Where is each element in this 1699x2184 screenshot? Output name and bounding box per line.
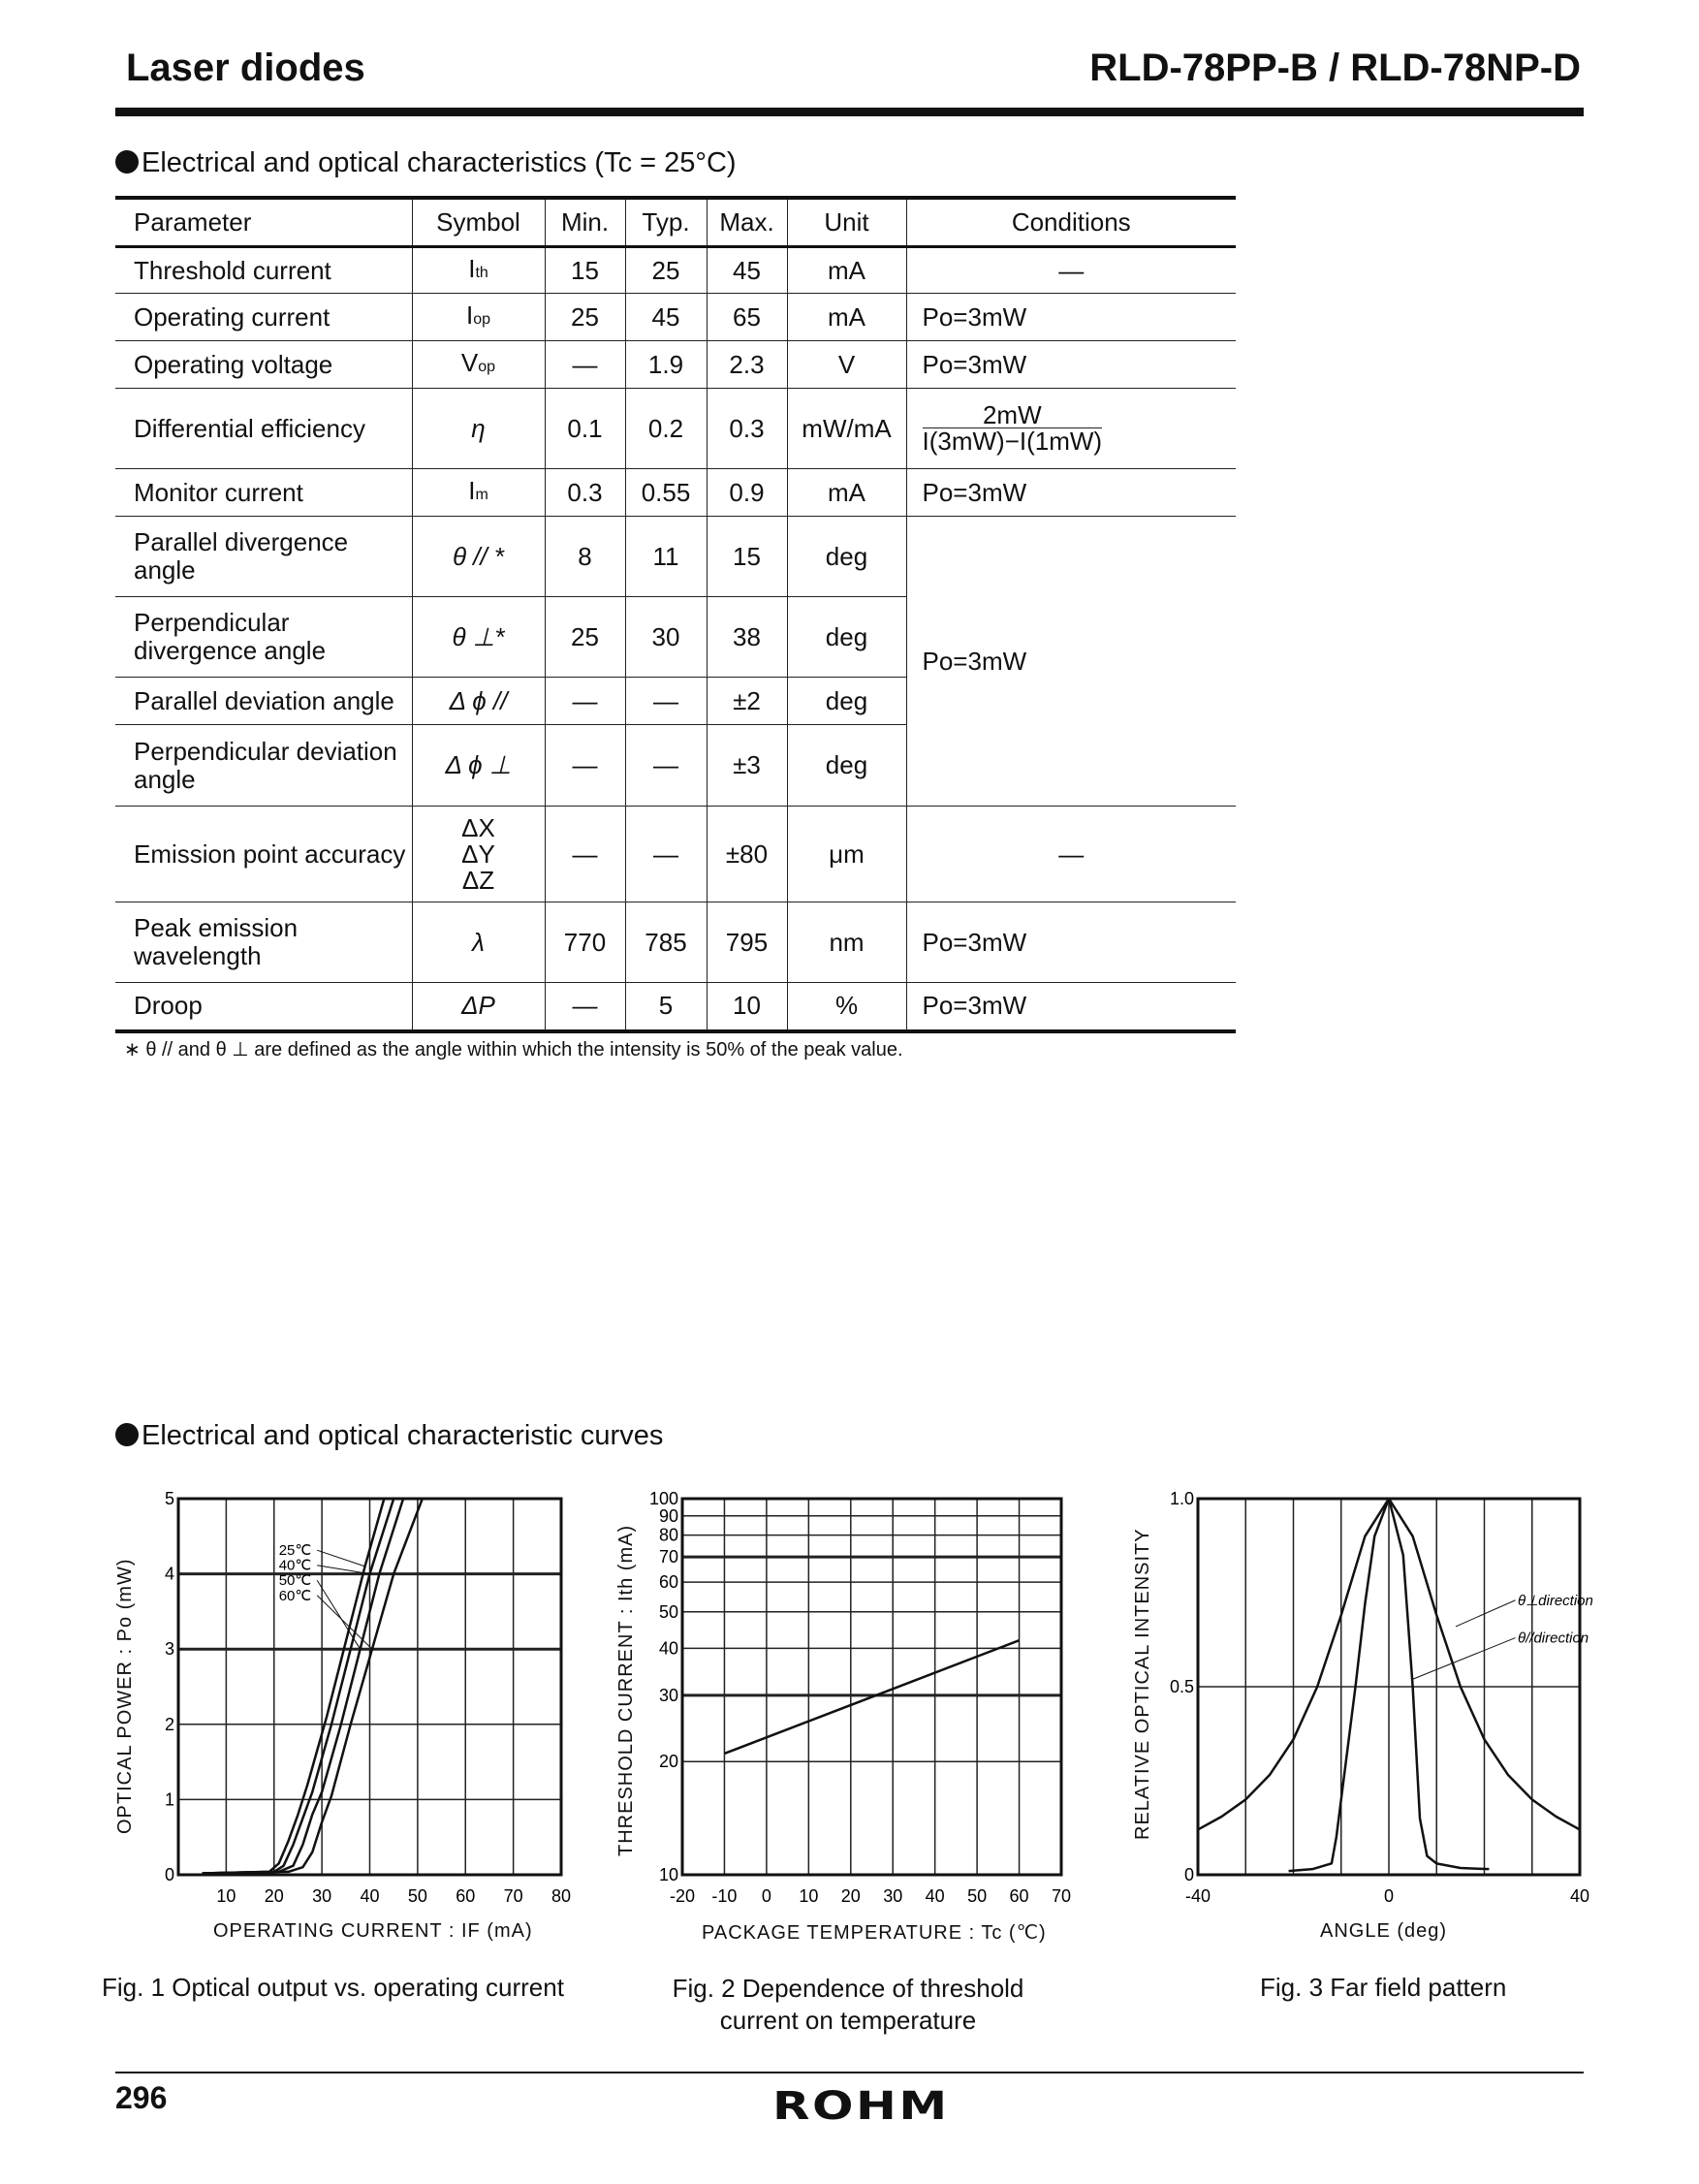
table-row bbox=[115, 517, 1236, 597]
x-tick-label: -40 bbox=[1184, 1886, 1211, 1906]
y-tick-label: 1.0 bbox=[1169, 1489, 1194, 1508]
x-tick-label: 50 bbox=[967, 1886, 988, 1906]
cell-min: — bbox=[545, 341, 625, 389]
cell-max: 0.3 bbox=[707, 389, 787, 469]
cell-unit: nm bbox=[787, 902, 906, 983]
cell-min: — bbox=[545, 678, 625, 725]
cell-typ: 30 bbox=[625, 597, 707, 678]
cell-max: 795 bbox=[707, 902, 787, 983]
cell-param: Parallel deviation angle bbox=[115, 678, 412, 725]
cell-symbol bbox=[412, 469, 545, 517]
column-header: Typ. bbox=[625, 198, 707, 247]
x-tick-label: 0 bbox=[1383, 1886, 1395, 1906]
cell-param: Emission point accuracy bbox=[115, 807, 412, 902]
table-row bbox=[115, 983, 1236, 1031]
cell-param: Operating voltage bbox=[115, 341, 412, 389]
legend-label: 25℃ bbox=[278, 1542, 312, 1560]
symbol-subscript: m bbox=[475, 486, 488, 503]
fig3-ylabel: RELATIVE OPTICAL INTENSITY bbox=[1132, 1528, 1153, 1840]
fig2-ylabel: THRESHOLD CURRENT : Ith (mA) bbox=[615, 1524, 637, 1856]
cell-symbol: ΔX ΔY ΔZ bbox=[412, 807, 545, 902]
cell-min: 25 bbox=[545, 597, 625, 678]
column-header: Min. bbox=[545, 198, 625, 247]
x-tick-label: -10 bbox=[711, 1886, 738, 1906]
table-footnote: ∗ θ // and θ ⊥ are defined as the angle within which the intensity is 50% of the peak value. bbox=[124, 1039, 903, 1060]
cell-conditions: Po=3mW bbox=[906, 902, 1236, 983]
y-tick-label: 5 bbox=[164, 1489, 174, 1508]
cell-symbol bbox=[412, 294, 545, 341]
symbol: I bbox=[468, 253, 476, 283]
cell-conditions: Po=3mW bbox=[906, 983, 1236, 1031]
y-tick-label: 0 bbox=[1183, 1865, 1194, 1884]
y-tick-label: 2 bbox=[164, 1714, 174, 1734]
y-tick-label: 90 bbox=[658, 1505, 678, 1526]
x-tick-label: 50 bbox=[407, 1886, 427, 1906]
cell-unit: μm bbox=[787, 807, 906, 902]
symbol: V bbox=[460, 347, 479, 377]
cell-max: ±3 bbox=[707, 725, 787, 807]
table-row bbox=[115, 469, 1236, 517]
y-tick-label: 20 bbox=[658, 1752, 678, 1772]
fig1-caption: Fig. 1 Optical output vs. operating current bbox=[102, 1973, 564, 2002]
cell-min: 15 bbox=[545, 247, 625, 294]
cell-param: Perpendicular divergence angle bbox=[115, 597, 412, 678]
column-header: Max. bbox=[707, 198, 787, 247]
legend-leader-line bbox=[317, 1596, 372, 1649]
column-header: Conditions bbox=[906, 198, 1236, 247]
y-tick-label: 40 bbox=[658, 1638, 678, 1659]
x-tick-label: 40 bbox=[360, 1886, 380, 1906]
cell-unit: mW/mA bbox=[787, 389, 906, 469]
y-tick-label: 100 bbox=[648, 1489, 678, 1508]
cell-max: 45 bbox=[707, 247, 787, 294]
cell-unit: deg bbox=[787, 725, 906, 807]
symbol: I bbox=[468, 475, 476, 505]
cell-unit: mA bbox=[787, 294, 906, 341]
cell-min: — bbox=[545, 807, 625, 902]
cell-typ: 0.55 bbox=[625, 469, 707, 517]
x-tick-label: 70 bbox=[503, 1886, 523, 1906]
cell-conditions: — bbox=[906, 807, 1236, 902]
cell-typ: — bbox=[625, 725, 707, 807]
cell-param: Droop bbox=[115, 983, 412, 1031]
cell-typ: 25 bbox=[625, 247, 707, 294]
legend-label: 60℃ bbox=[278, 1587, 312, 1604]
symbol: I bbox=[465, 300, 474, 330]
table-header-row bbox=[115, 198, 1236, 247]
legend-leader-line bbox=[1456, 1600, 1516, 1627]
cell-conditions bbox=[906, 389, 1236, 469]
cell-max: 15 bbox=[707, 517, 787, 597]
cell-max: 10 bbox=[707, 983, 787, 1031]
cell-max: 2.3 bbox=[707, 341, 787, 389]
formula-denominator: I(3mW)−I(1mW) bbox=[922, 426, 1103, 456]
cell-min: 25 bbox=[545, 294, 625, 341]
cell-max: 65 bbox=[707, 294, 787, 341]
y-tick-label: 0 bbox=[164, 1865, 174, 1884]
cell-min: 8 bbox=[545, 517, 625, 597]
cell-param: Parallel divergence angle bbox=[115, 517, 412, 597]
x-tick-label: 40 bbox=[925, 1886, 945, 1906]
cell-symbol: θ // * bbox=[412, 517, 545, 597]
x-tick-label: 70 bbox=[1051, 1886, 1072, 1906]
cell-typ: 785 bbox=[625, 902, 707, 983]
bullet-icon bbox=[115, 150, 139, 174]
cell-typ: — bbox=[625, 807, 707, 902]
y-tick-label: 50 bbox=[658, 1601, 678, 1622]
plot-frame bbox=[682, 1499, 1061, 1875]
cell-min: — bbox=[545, 725, 625, 807]
y-tick-label: 30 bbox=[658, 1685, 678, 1705]
cell-symbol: Δ ϕ // bbox=[412, 678, 545, 725]
x-tick-label: 20 bbox=[264, 1886, 284, 1906]
x-tick-label: 10 bbox=[216, 1886, 236, 1906]
category-title: Laser diodes bbox=[126, 47, 365, 89]
y-tick-label: 3 bbox=[164, 1639, 174, 1660]
fig2-chart bbox=[634, 1479, 1090, 1914]
x-tick-label: 10 bbox=[799, 1886, 819, 1906]
fig1-chart bbox=[130, 1479, 590, 1914]
x-tick-label: 60 bbox=[1009, 1886, 1029, 1906]
x-tick-label: 20 bbox=[840, 1886, 861, 1906]
cell-min: 770 bbox=[545, 902, 625, 983]
x-tick-label: 80 bbox=[551, 1886, 572, 1906]
symbol-subscript: op bbox=[478, 358, 496, 375]
legend-leader-line bbox=[317, 1550, 364, 1567]
x-tick-label: 0 bbox=[761, 1886, 771, 1906]
section-title: Electrical and optical characteristic curves bbox=[142, 1420, 664, 1451]
cell-typ: — bbox=[625, 678, 707, 725]
cell-max: ±2 bbox=[707, 678, 787, 725]
section-heading-characteristics bbox=[115, 147, 737, 179]
model-title: RLD-78PP-B / RLD-78NP-D bbox=[1089, 47, 1581, 89]
cell-typ: 0.2 bbox=[625, 389, 707, 469]
cell-unit: deg bbox=[787, 678, 906, 725]
cell-conditions: Po=3mW bbox=[906, 469, 1236, 517]
fig1-xlabel: OPERATING CURRENT : IF (mA) bbox=[213, 1920, 533, 1942]
cell-symbol: η bbox=[412, 389, 545, 469]
cell-max: ±80 bbox=[707, 807, 787, 902]
y-tick-label: 1 bbox=[164, 1789, 174, 1810]
rohm-logo: ROHM bbox=[772, 2084, 950, 2129]
table-row bbox=[115, 389, 1236, 469]
cell-param: Threshold current bbox=[115, 247, 412, 294]
cell-typ: 45 bbox=[625, 294, 707, 341]
cell-unit: % bbox=[787, 983, 906, 1031]
cell-unit: deg bbox=[787, 597, 906, 678]
table-row bbox=[115, 902, 1236, 983]
section-heading-curves bbox=[115, 1420, 663, 1452]
cell-unit: mA bbox=[787, 469, 906, 517]
y-tick-label: 60 bbox=[658, 1572, 678, 1593]
cell-conditions: Po=3mW bbox=[906, 341, 1236, 389]
formula bbox=[922, 399, 1103, 456]
cell-conditions: Po=3mW bbox=[906, 294, 1236, 341]
cell-symbol: ΔP bbox=[412, 983, 545, 1031]
table-row bbox=[115, 247, 1236, 294]
fig3-chart bbox=[1149, 1479, 1609, 1914]
cell-conditions: Po=3mW bbox=[906, 517, 1236, 807]
cell-max: 38 bbox=[707, 597, 787, 678]
x-tick-label: 30 bbox=[312, 1886, 332, 1906]
cell-min: 0.1 bbox=[545, 389, 625, 469]
cell-unit: V bbox=[787, 341, 906, 389]
table-row bbox=[115, 294, 1236, 341]
cell-min: 0.3 bbox=[545, 469, 625, 517]
symbol-subscript: op bbox=[473, 310, 491, 328]
y-tick-label: 10 bbox=[658, 1865, 678, 1884]
column-header: Unit bbox=[787, 198, 906, 247]
cell-symbol: λ bbox=[412, 902, 545, 983]
legend-label: θ//direction bbox=[1517, 1630, 1589, 1647]
table-row bbox=[115, 807, 1236, 902]
cell-param: Operating current bbox=[115, 294, 412, 341]
cell-unit: mA bbox=[787, 247, 906, 294]
cell-symbol bbox=[412, 247, 545, 294]
cell-param: Monitor current bbox=[115, 469, 412, 517]
cell-typ: 11 bbox=[625, 517, 707, 597]
fig3-xlabel: ANGLE (deg) bbox=[1320, 1920, 1448, 1942]
x-tick-label: -20 bbox=[669, 1886, 696, 1906]
fig1-ylabel: OPTICAL POWER : Po (mW) bbox=[114, 1558, 136, 1834]
legend-leader-line bbox=[1413, 1638, 1516, 1680]
legend-label: θ⊥direction bbox=[1517, 1592, 1593, 1609]
x-tick-label: 60 bbox=[456, 1886, 476, 1906]
fig3-caption: Fig. 3 Far field pattern bbox=[1260, 1973, 1507, 2002]
page-number: 296 bbox=[115, 2080, 168, 2115]
y-tick-label: 0.5 bbox=[1169, 1677, 1194, 1696]
characteristics-table bbox=[115, 196, 1236, 1033]
y-tick-label: 4 bbox=[164, 1564, 174, 1584]
symbol-subscript: th bbox=[475, 264, 488, 281]
cell-typ: 1.9 bbox=[625, 341, 707, 389]
bullet-icon bbox=[115, 1423, 139, 1446]
series-line-0 bbox=[724, 1640, 1019, 1754]
y-tick-label: 80 bbox=[658, 1525, 678, 1545]
cell-symbol: Δ ϕ ⊥ bbox=[412, 725, 545, 807]
section-title: Electrical and optical characteristics (Tc = 25°C) bbox=[142, 147, 737, 178]
legend-label: 40℃ bbox=[278, 1557, 312, 1574]
fig2-caption: Fig. 2 Dependence of threshold current on temperature bbox=[672, 1974, 1024, 2035]
cell-symbol bbox=[412, 341, 545, 389]
y-tick-label: 70 bbox=[658, 1547, 678, 1567]
legend-label: 50℃ bbox=[278, 1572, 312, 1590]
table-row bbox=[115, 341, 1236, 389]
cell-symbol: θ ⊥* bbox=[412, 597, 545, 678]
footer-rule bbox=[115, 2072, 1584, 2073]
column-header: Symbol bbox=[412, 198, 545, 247]
cell-conditions: — bbox=[906, 247, 1236, 294]
cell-unit: deg bbox=[787, 517, 906, 597]
header-rule bbox=[115, 108, 1584, 116]
cell-max: 0.9 bbox=[707, 469, 787, 517]
cell-typ: 5 bbox=[625, 983, 707, 1031]
cell-param: Peak emission wavelength bbox=[115, 902, 412, 983]
cell-param: Differential efficiency bbox=[115, 389, 412, 469]
formula-numerator: 2mW bbox=[923, 402, 1103, 428]
x-tick-label: 30 bbox=[883, 1886, 903, 1906]
x-tick-label: 40 bbox=[1569, 1886, 1590, 1906]
column-header: Parameter bbox=[115, 198, 412, 247]
cell-param: Perpendicular deviation angle bbox=[115, 725, 412, 807]
fig2-xlabel: PACKAGE TEMPERATURE : Tc (℃) bbox=[702, 1922, 1047, 1944]
cell-min: — bbox=[545, 983, 625, 1031]
